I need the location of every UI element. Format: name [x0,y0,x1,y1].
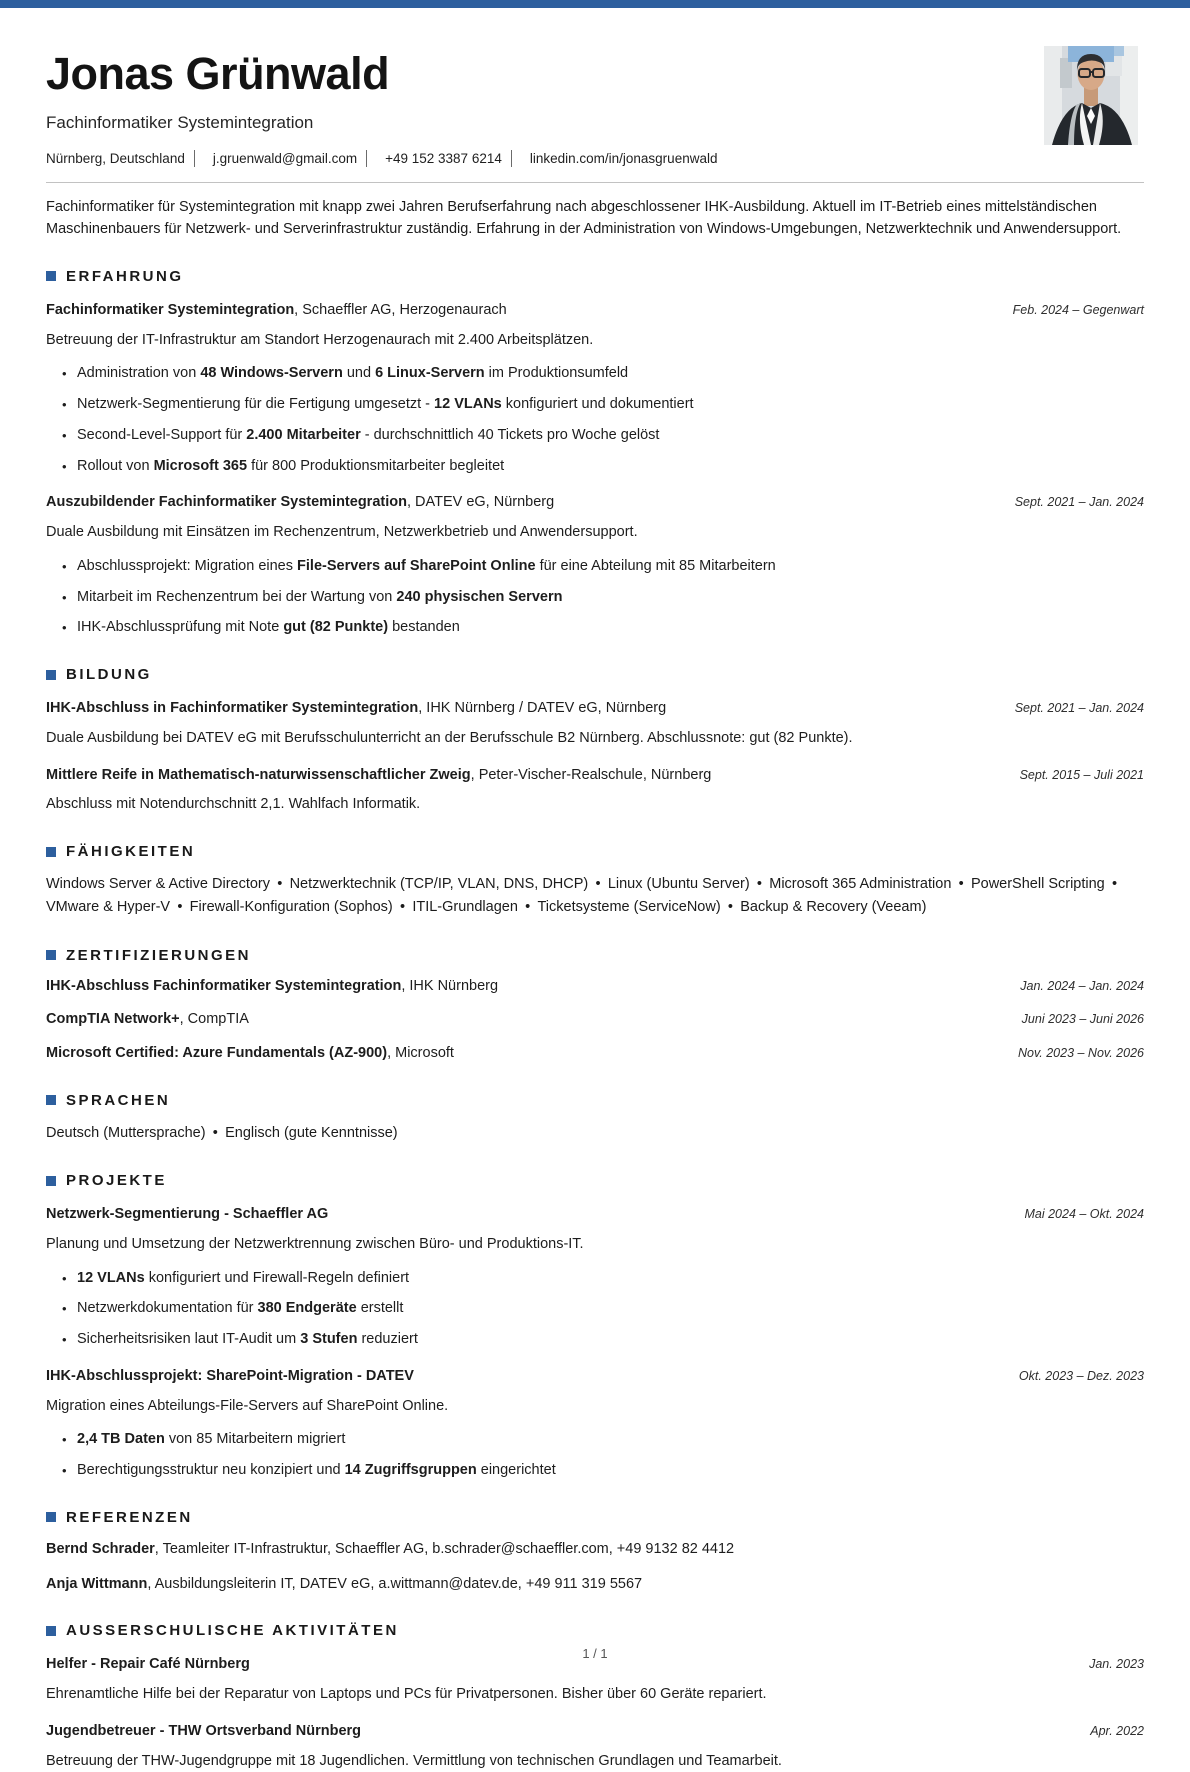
experience-entry [46,300,1144,478]
entry-title: Mittlere Reife in Mathematisch-naturwissenschaftlicher Zweig, Peter-Vischer-Realschule, Nürnberg [46,765,711,787]
certification-entry [46,1009,1144,1031]
bullet-item: • Netzwerk-Segmentierung für die Fertigung umgesetzt - 12 VLANs konfiguriert und dokumentiert [77,394,1144,416]
certification-title: IHK-Abschluss Fachinformatiker Systemintegration, IHK Nürnberg [46,976,498,998]
entry-title: Jugendbetreuer - THW Ortsverband Nürnberg [46,1721,361,1743]
person-name: Jonas Grünwald [46,48,1144,100]
bullet-list [46,556,1144,639]
certification-title: CompTIA Network+, CompTIA [46,1009,249,1031]
section-marker-icon [46,1512,56,1522]
section-marker-icon [46,950,56,960]
certification-date: Juni 2023 – Juni 2026 [1022,1012,1144,1026]
contact-divider [511,150,512,167]
entry-description: Duale Ausbildung bei DATEV eG mit Berufsschulunterricht an der Berufsschule B2 Nürnberg. Abschlussnote: gut (82 Punkte). [46,728,1144,750]
project-entry [46,1204,1144,1351]
section-title: AUSSERSCHULISCHE AKTIVITÄTEN [66,1622,399,1639]
section-heading-referenzen [46,1509,1144,1526]
entry-title: Netzwerk-Segmentierung - Schaeffler AG [46,1204,328,1226]
entry-title: IHK-Abschlussprojekt: SharePoint-Migration - DATEV [46,1366,414,1388]
section-marker-icon [46,1095,56,1105]
entry-title: Auszubildender Fachinformatiker Systemintegration, DATEV eG, Nürnberg [46,492,554,514]
entry-title: Fachinformatiker Systemintegration, Schaeffler AG, Herzogenaurach [46,300,507,322]
section-title: PROJEKTE [66,1172,167,1189]
entry-date: Sept. 2015 – Juli 2021 [1020,768,1144,782]
section-heading-zertifizierungen [46,947,1144,964]
section-marker-icon [46,1626,56,1636]
bullet-item: • Sicherheitsrisiken laut IT-Audit um 3 Stufen reduziert [77,1329,1144,1351]
contact-phone: +49 152 3387 6214 [385,151,502,166]
section-title: ZERTIFIZIERUNGEN [66,947,251,964]
contact-row [46,150,1144,167]
section-title: FÄHIGKEITEN [66,843,195,860]
section-heading-erfahrung [46,268,1144,285]
languages-list: Deutsch (Muttersprache) • Englisch (gute Kenntnisse) [46,1122,1144,1145]
certification-entry [46,976,1144,998]
bullet-list [46,363,1144,477]
activity-entry [46,1721,1144,1772]
bullet-item: • Abschlussprojekt: Migration eines File-Servers auf SharePoint Online für eine Abteilung mit 85 Mitarbeitern [77,556,1144,578]
bullet-item: • Netzwerkdokumentation für 380 Endgeräte erstellt [77,1298,1144,1320]
entry-title: Helfer - Repair Café Nürnberg [46,1654,250,1676]
entry-description: Duale Ausbildung mit Einsätzen im Rechenzentrum, Netzwerkbetrieb und Anwendersupport. [46,522,1144,544]
entry-date: Mai 2024 – Okt. 2024 [1024,1207,1144,1221]
bullet-list [46,1429,1144,1482]
contact-divider [194,150,195,167]
contact-location: Nürnberg, Deutschland [46,151,185,166]
entry-description: Abschluss mit Notendurchschnitt 2,1. Wahlfach Informatik. [46,794,1144,816]
section-heading-sprachen [46,1092,1144,1109]
bullet-item: • Mitarbeit im Rechenzentrum bei der Wartung von 240 physischen Servern [77,587,1144,609]
certification-title: Microsoft Certified: Azure Fundamentals (AZ-900), Microsoft [46,1043,454,1065]
contact-email: j.gruenwald@gmail.com [213,151,357,166]
project-entry [46,1366,1144,1482]
entry-description: Betreuung der THW-Jugendgruppe mit 18 Jugendlichen. Vermittlung von technischen Grundlagen und Teamarbeit. [46,1751,1144,1772]
bullet-item: • Berechtigungsstruktur neu konzipiert und 14 Zugriffsgruppen eingerichtet [77,1460,1144,1482]
entry-description: Planung und Umsetzung der Netzwerktrennung zwischen Büro- und Produktions-IT. [46,1234,1144,1256]
section-title: ERFAHRUNG [66,268,184,285]
entry-description: Migration eines Abteilungs-File-Servers auf SharePoint Online. [46,1396,1144,1418]
reference-entry: Anja Wittmann, Ausbildungsleiterin IT, DATEV eG, a.wittmann@datev.de, +49 911 319 5567 [46,1574,1144,1596]
certification-date: Nov. 2023 – Nov. 2026 [1018,1046,1144,1060]
header-divider [46,182,1144,183]
contact-linkedin: linkedin.com/in/jonasgruenwald [530,151,718,166]
skills-list: Windows Server & Active Directory • Netzwerktechnik (TCP/IP, VLAN, DNS, DHCP) • Linux (Ubuntu Server) • Microsoft 365 Administration • PowerShell Scripting • VMware & Hyper-V • Firewall-Konfiguration (Sophos) • ITIL-Grundlagen • Ticketsysteme (ServiceNow) • Backup & Recovery (Veeam) [46,873,1144,919]
bullet-item: • 2,4 TB Daten von 85 Mitarbeitern migriert [77,1429,1144,1451]
page-indicator: 1 / 1 [0,1646,1190,1661]
entry-description: Betreuung der IT-Infrastruktur am Standort Herzogenaurach mit 2.400 Arbeitsplätzen. [46,330,1144,352]
section-heading-projekte [46,1172,1144,1189]
section-marker-icon [46,1176,56,1186]
entry-date: Sept. 2021 – Jan. 2024 [1015,701,1144,715]
experience-entry [46,492,1144,639]
bullet-item: • Administration von 48 Windows-Servern und 6 Linux-Servern im Produktionsumfeld [77,363,1144,385]
entry-date: Feb. 2024 – Gegenwart [1013,303,1144,317]
section-heading-faehigkeiten [46,843,1144,860]
certification-entry [46,1043,1144,1065]
education-entry [46,765,1144,817]
bullet-item: • Second-Level-Support für 2.400 Mitarbeiter - durchschnittlich 40 Tickets pro Woche gelöst [77,425,1144,447]
entry-title: IHK-Abschluss in Fachinformatiker Systemintegration, IHK Nürnberg / DATEV eG, Nürnberg [46,698,666,720]
certification-date: Jan. 2024 – Jan. 2024 [1020,979,1144,993]
contact-divider [366,150,367,167]
resume-content [0,48,1190,1772]
section-title: SPRACHEN [66,1092,170,1109]
section-title: BILDUNG [66,666,152,683]
section-heading-aktivitaeten [46,1622,1144,1639]
entry-date: Sept. 2021 – Jan. 2024 [1015,495,1144,509]
bullet-item: • 12 VLANs konfiguriert und Firewall-Regeln definiert [77,1268,1144,1290]
person-title: Fachinformatiker Systemintegration [46,113,1144,133]
bullet-item: • Rollout von Microsoft 365 für 800 Produktionsmitarbeiter begleitet [77,456,1144,478]
activity-entry [46,1654,1144,1706]
bullet-list [46,1268,1144,1351]
reference-entry: Bernd Schrader, Teamleiter IT-Infrastruktur, Schaeffler AG, b.schrader@schaeffler.com, +49 9132 82 4412 [46,1539,1144,1561]
profile-photo [1044,46,1138,145]
section-heading-bildung [46,666,1144,683]
section-marker-icon [46,670,56,680]
entry-date: Okt. 2023 – Dez. 2023 [1019,1369,1144,1383]
entry-date: Jan. 2023 [1089,1657,1144,1671]
education-entry [46,698,1144,750]
section-marker-icon [46,847,56,857]
bullet-item: • IHK-Abschlussprüfung mit Note gut (82 Punkte) bestanden [77,617,1144,639]
section-title: REFERENZEN [66,1509,193,1526]
summary-paragraph: Fachinformatiker für Systemintegration mit knapp zwei Jahren Berufserfahrung nach abgeschlossener IHK-Ausbildung. Aktuell im IT-Betrieb eines mittelständischen Maschinenbauers für Netzwerk- und Serverinfrastruktur zuständig. Erfahrung in der Administration von Windows-Umgebungen, Netzwerktechnik und Anwendersupport. [46,196,1144,241]
accent-top-bar [0,0,1190,8]
entry-date: Apr. 2022 [1090,1724,1144,1738]
entry-description: Ehrenamtliche Hilfe bei der Reparatur von Laptops und PCs für Privatpersonen. Bisher über 60 Geräte repariert. [46,1684,1144,1706]
section-marker-icon [46,271,56,281]
